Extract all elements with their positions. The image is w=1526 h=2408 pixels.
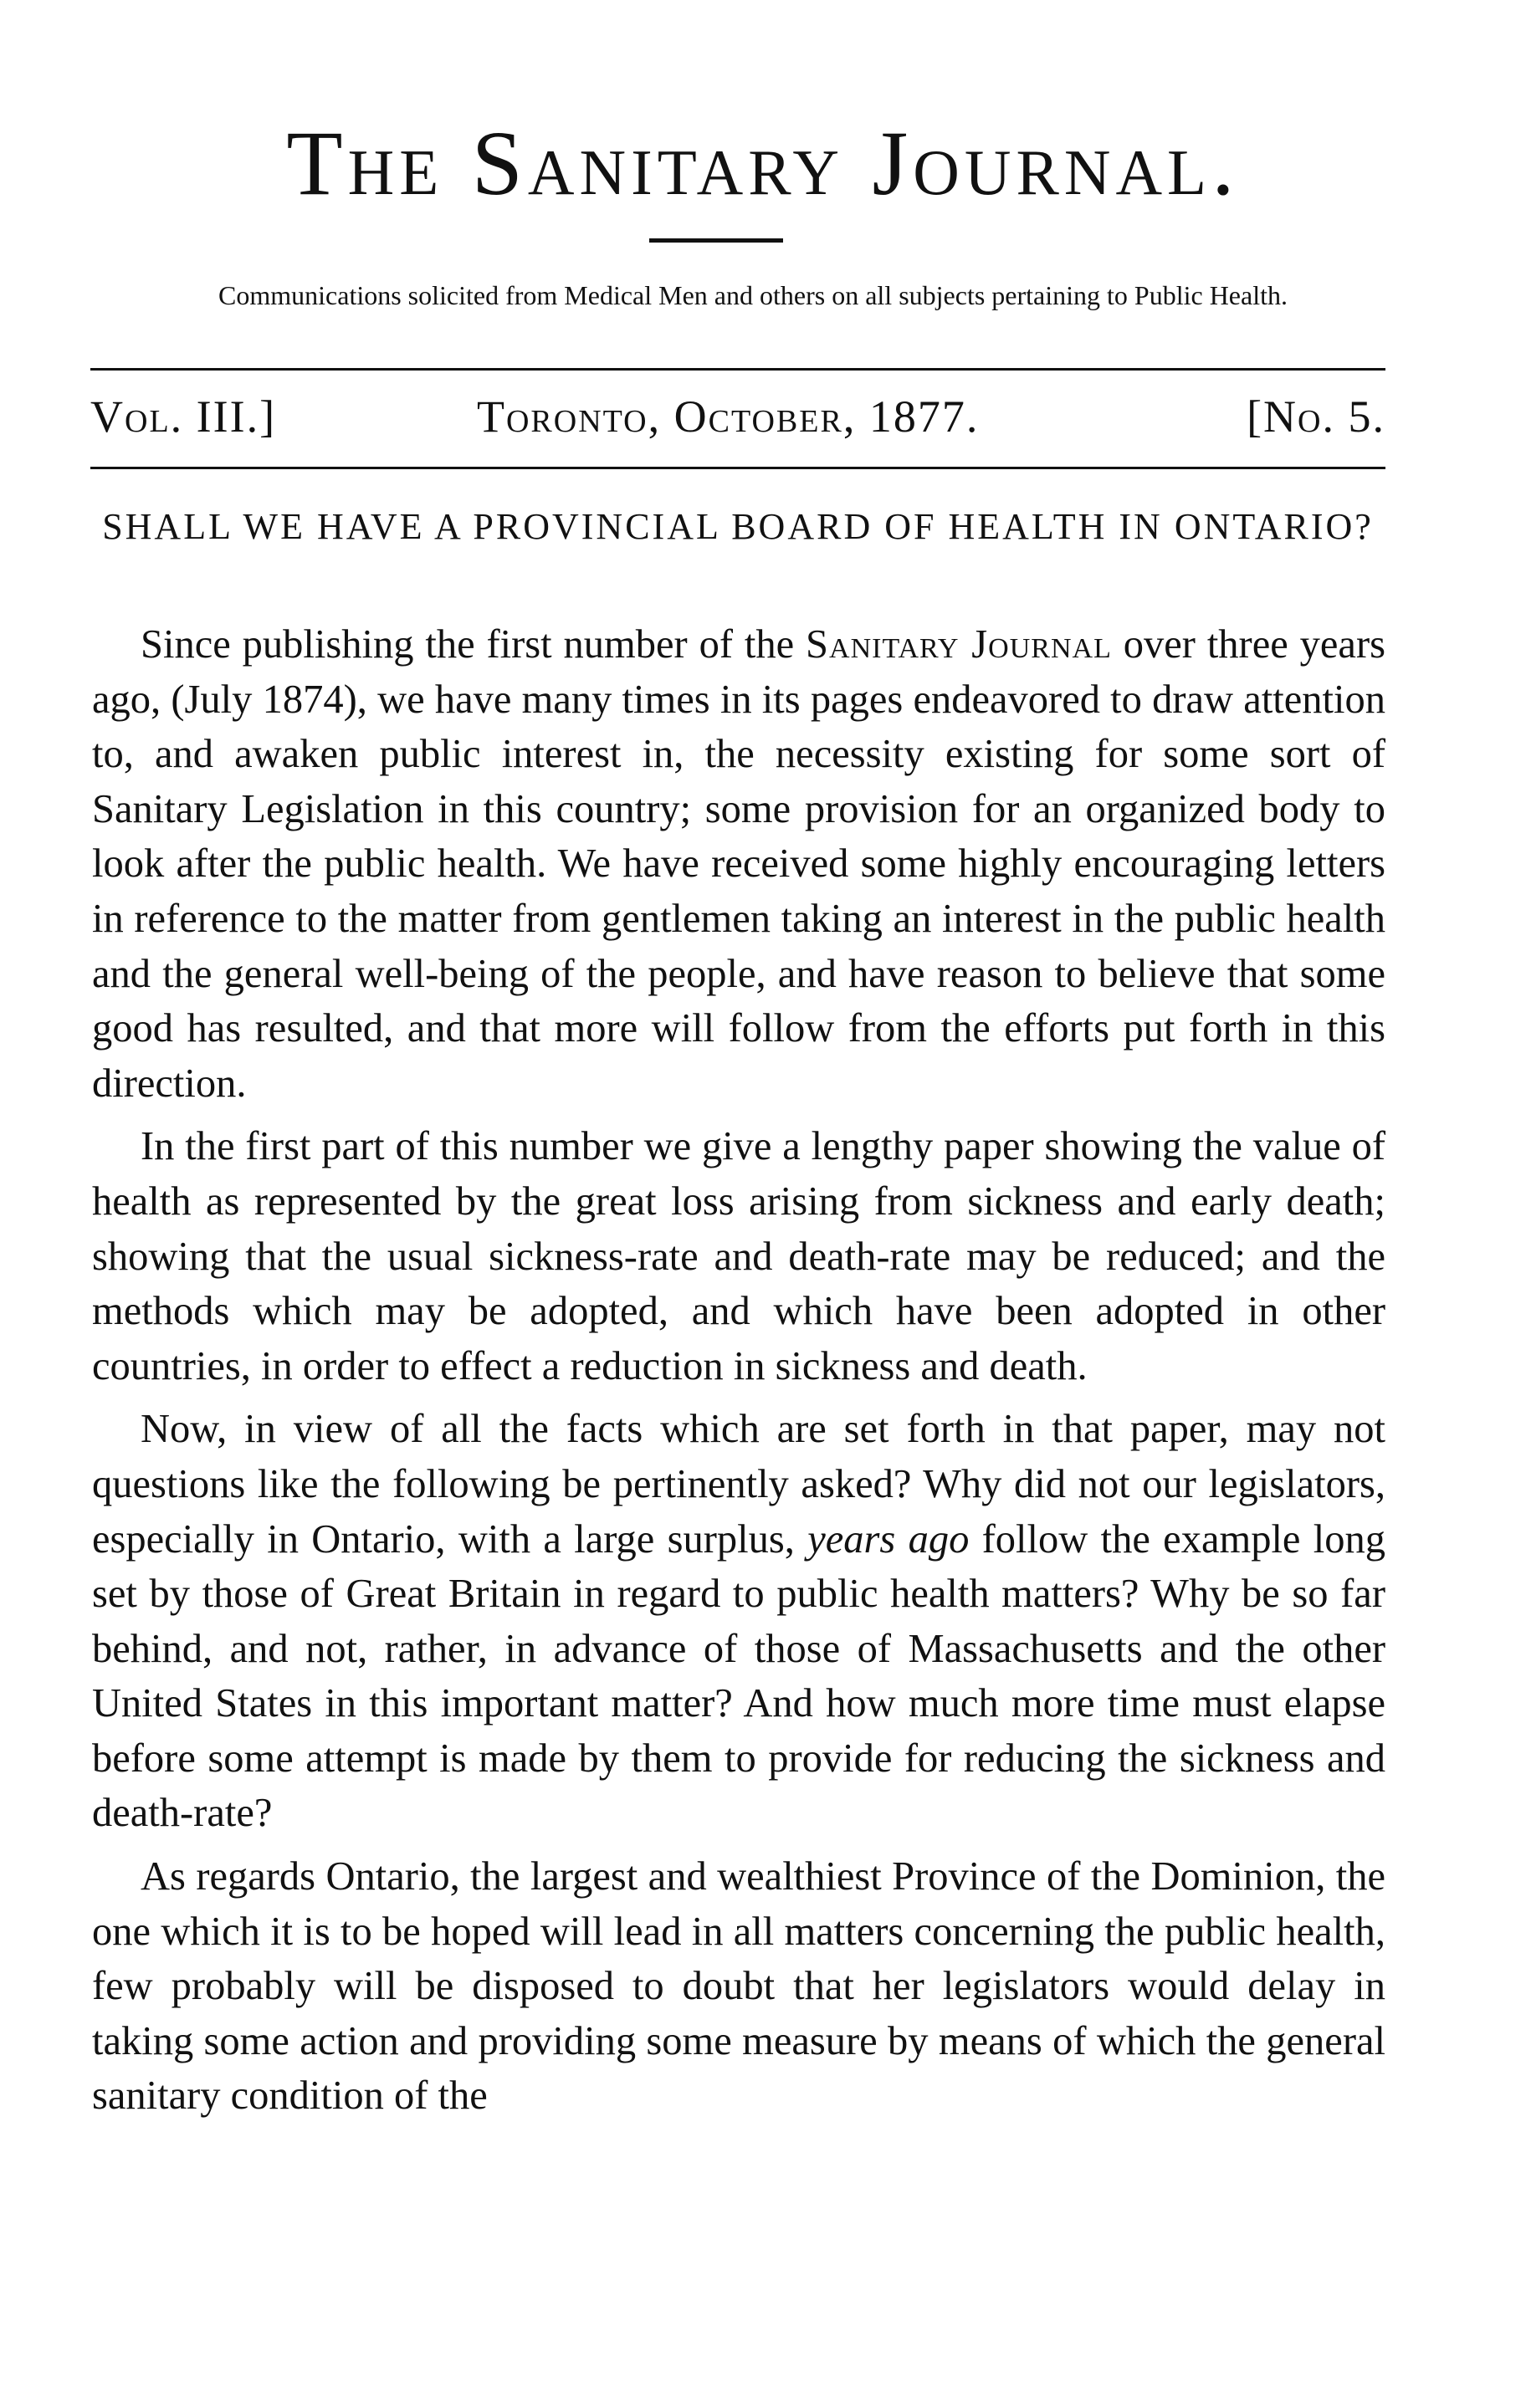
solicitation-notice: Communications solicited from Medical Men and others on all subjects pertaining to Public Health. [218,280,1288,310]
paragraph-3-text-a: Now, in view of all the facts which are set forth in that paper, may not questions like the following be pertinently asked? Why did not our legislators, especially in Ontario, with a large surplus, [92,1407,1385,1562]
paragraph-1-text-b: over three years ago, (July 1874), we have many times in its pages endeavored to draw attention to, and awaken public interest in, the necessity existing for some sort of Sanitary Legislation in this country; some provision for an organized body to look after the public health. We have received some highly encouraging letters in reference to the matter from gentlemen taking an interest in the public health and the general well-being of the people, and have reason to believe that some good has resulted, and that more will follow from the efforts put forth in this direction. [92,622,1385,1106]
article-body [92,617,1385,2132]
article-title: SHALL WE HAVE A PROVINCIAL BOARD OF HEALTH IN ONTARIO? [102,506,1374,547]
paragraph-1-text-a: Since publishing the first number of the [141,622,807,667]
issue-place-date: Toronto, October, 1877. [477,391,980,442]
paragraph-3-text-b: follow the example long set by those of Great Britain in regard to public health matters? Why be so far behind, and not, rather, in advance of those of Massachusetts and the other United States in this important matter? And how much more time must elapse before some attempt is made by them to provide for reducing the sickness and death-rate? [92,1516,1385,1836]
journal-masthead: The Sanitary Journal. [286,112,1240,214]
paragraph-4: As regards Ontario, the largest and wealthiest Province of the Dominion, the one which it is to be hoped will lead in all matters concerning the public health, few probably will be disposed to doubt that her legislators would delay in taking some action and providing some measure by means of which the general sanitary condition of the [92,1854,1385,2119]
issue-line [90,383,1385,450]
paragraph-3 [92,1402,1385,1841]
issue-rule-top [90,368,1385,371]
issue-number: [No. 5. [1247,391,1385,442]
paragraph-2: In the first part of this number we give a lengthy paper showing the value of health as represented by the great loss arising from sickness and early death; showing that the usual sickness-rate and death-rate may be reduced; and the methods which may be adopted, and which have been adopted in other countries, in order to effect a reduction in sickness and death. [92,1124,1385,1388]
issue-rule-bottom [90,467,1385,469]
paragraph-1 [92,617,1385,1111]
emphasis-years-ago: years ago [807,1516,970,1562]
issue-volume: Vol. III.] [90,391,277,442]
journal-name-inline: Sanitary Journal [806,622,1112,667]
masthead-divider [649,238,783,243]
